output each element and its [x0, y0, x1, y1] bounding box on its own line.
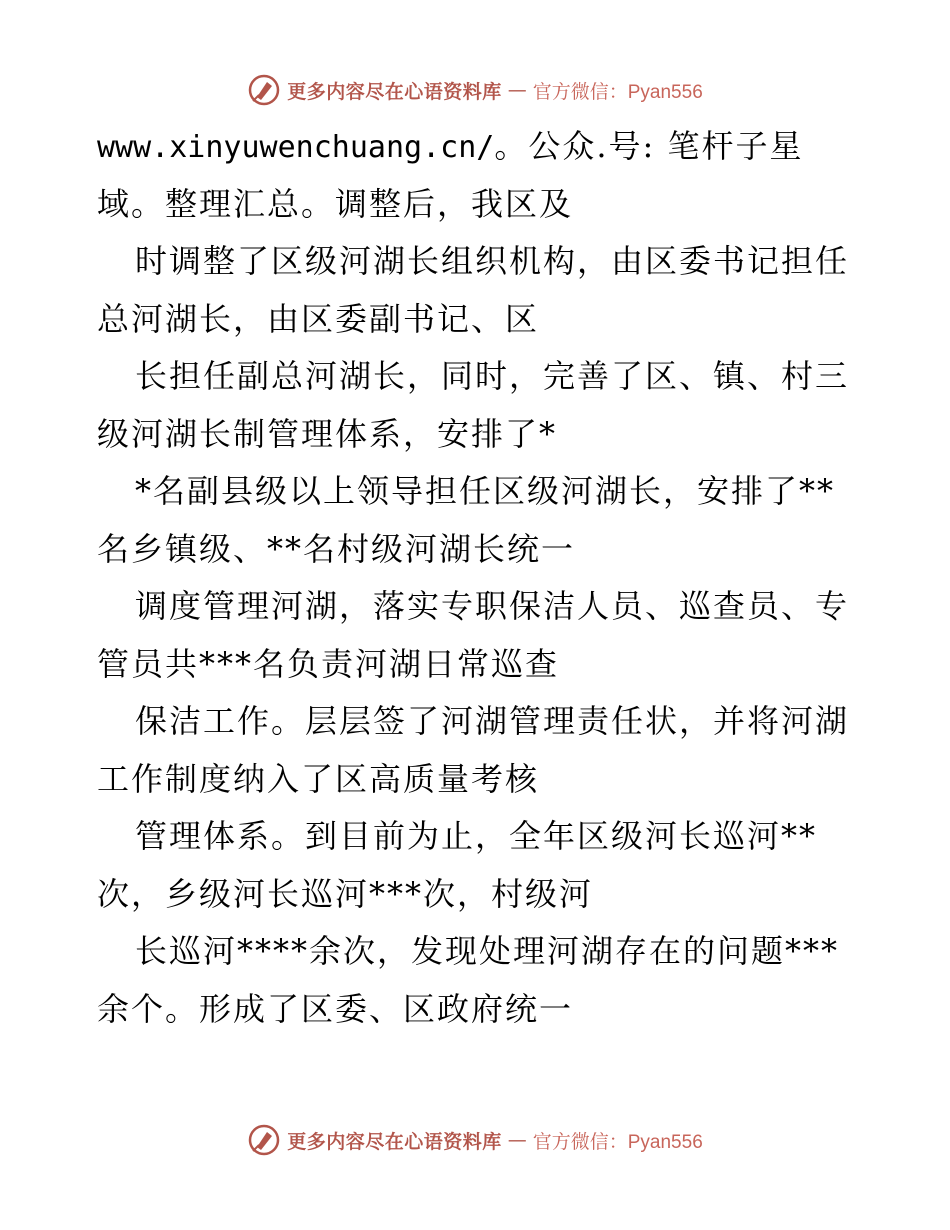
text-line: 总河湖长，由区委副书记、区	[97, 299, 540, 338]
header-banner-text: 更多内容尽在心语资料库	[287, 80, 502, 103]
text-line: 保洁工作。层层签了河湖管理责任状，并将河湖	[135, 702, 850, 740]
footer-banner-separator: —	[507, 1129, 527, 1151]
text-line: 管员共***名负责河湖日常巡查	[97, 644, 560, 683]
text-line: 名乡镇级、**名村级河湖长统一	[97, 529, 576, 568]
footer-banner-wechat: 官方微信：Pyan556	[532, 1131, 703, 1153]
footer-banner	[0, 1120, 950, 1160]
url-suffix-text: 。公众.号: 笔杆子星	[494, 127, 804, 165]
text-line-url	[97, 118, 857, 176]
url-text: www.xinyuwenchuang.cn/	[97, 130, 495, 165]
text-line: *名副县级以上领导担任区级河湖长，安排了**	[135, 472, 836, 510]
text-line: 次，乡级河长巡河***次，村级河	[97, 874, 594, 913]
text-line: 域。整理汇总。调整后，我区及	[97, 184, 574, 223]
text-line: 长巡河****余次，发现处理河湖存在的问题***	[135, 932, 840, 970]
text-line: 级河湖长制管理体系，安排了*	[97, 414, 558, 453]
header-banner-separator: —	[507, 79, 527, 101]
pen-nib-logo-icon	[247, 73, 281, 107]
document-body	[97, 118, 857, 1038]
pen-nib-logo-icon	[247, 1123, 281, 1157]
header-banner-wechat: 官方微信：Pyan556	[532, 81, 703, 103]
text-line: 时调整了区级河湖长组织机构，由区委书记担任	[135, 242, 850, 280]
text-line: 长担任副总河湖长，同时，完善了区、镇、村三	[135, 357, 850, 395]
header-banner	[0, 70, 950, 110]
text-line: 管理体系。到目前为止，全年区级河长巡河**	[135, 817, 818, 855]
footer-banner-text: 更多内容尽在心语资料库	[287, 1130, 502, 1153]
text-line: 工作制度纳入了区高质量考核	[97, 759, 540, 798]
text-line: 调度管理河湖，落实专职保洁人员、巡查员、专	[135, 587, 850, 625]
text-line: 余个。形成了区委、区政府统一	[97, 989, 574, 1028]
